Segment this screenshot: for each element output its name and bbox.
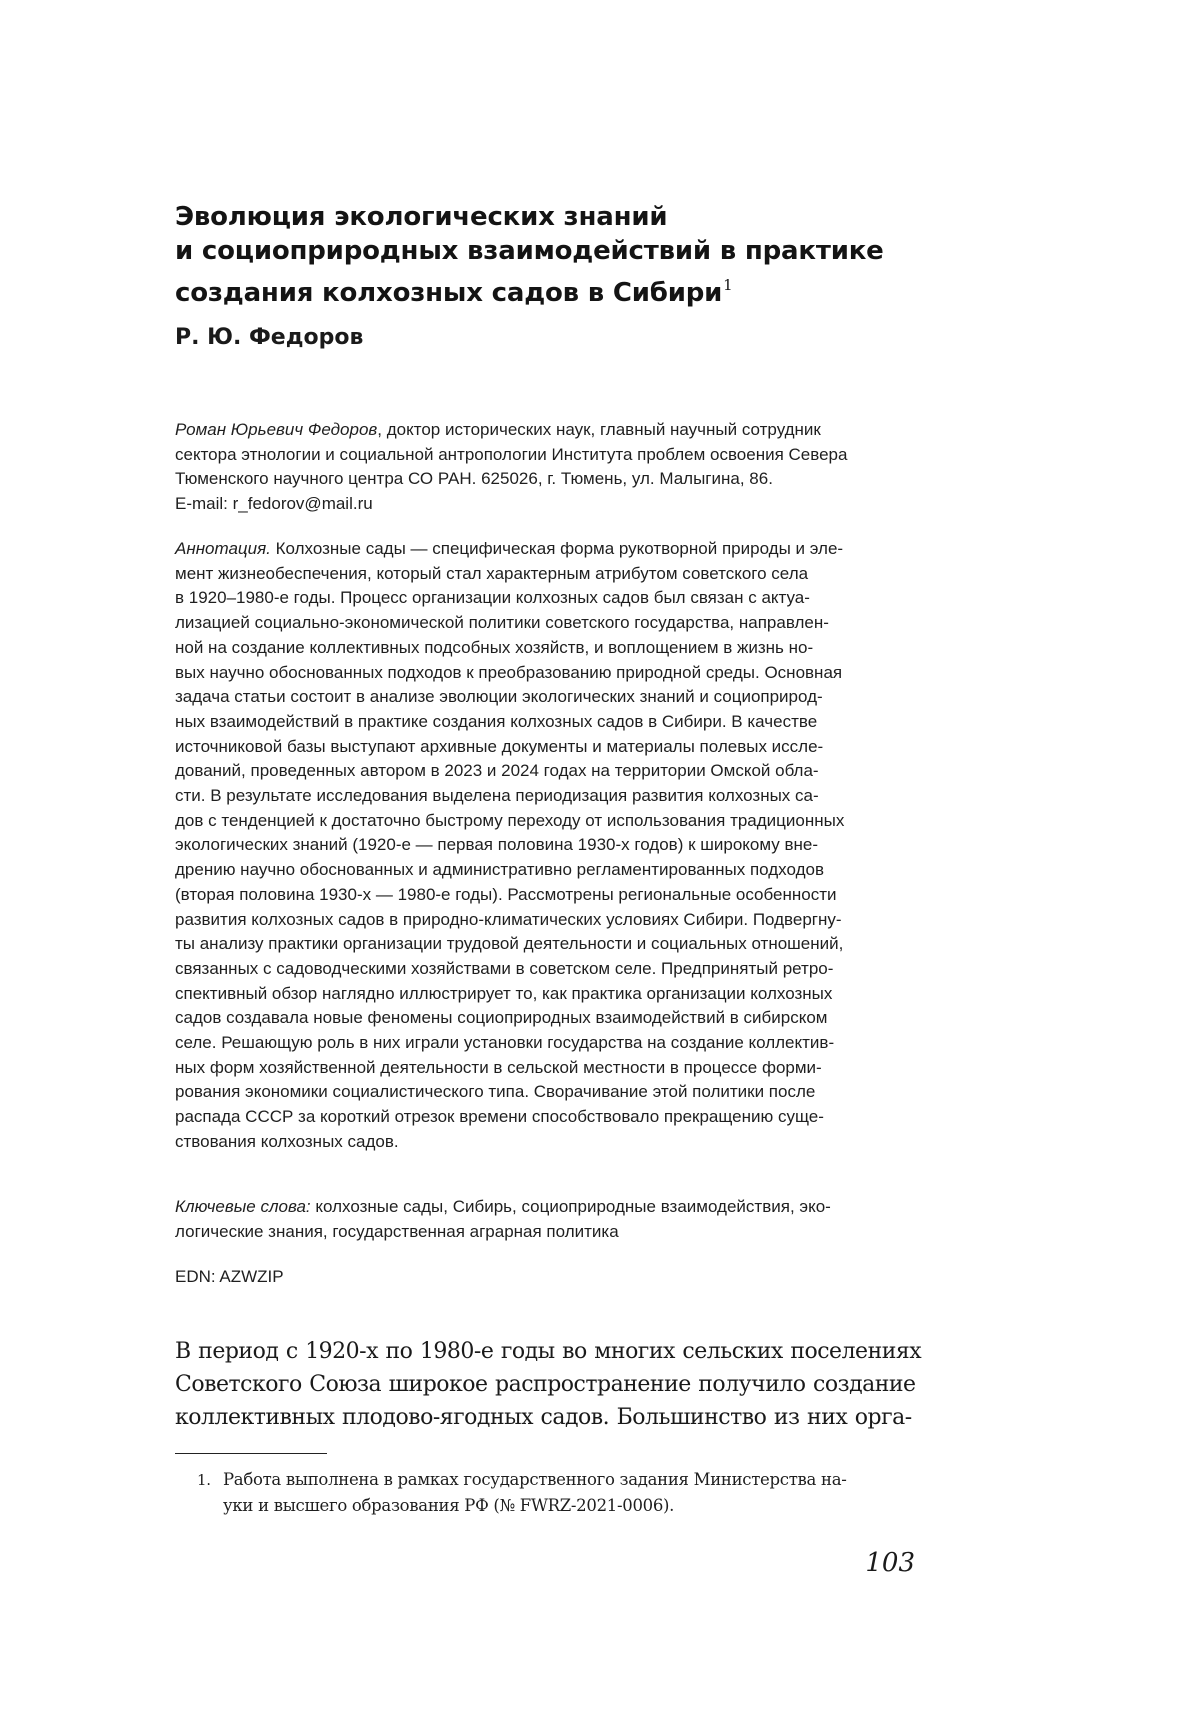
abstract-line: распада СССР за короткий отрезок времени способствовало прекращению суще- — [175, 1105, 955, 1130]
abstract-line: лизацией социально-экономической политики советского государства, направлен- — [175, 611, 955, 636]
abstract-line: спективный обзор наглядно иллюстрирует то, как практика организации колхозных — [175, 982, 955, 1007]
affiliation-line-3: Тюменского научного центра СО РАН. 625026, г. Тюмень, ул. Малыгина, 86. — [175, 467, 955, 492]
abstract-line: ных форм хозяйственной деятельности в сельской местности в процессе форми- — [175, 1056, 955, 1081]
abstract-line: садов создавала новые феномены социоприродных взаимодействий в сибирском — [175, 1006, 955, 1031]
abstract-line: дов с тенденцией к достаточно быстрому переходу от использования традиционных — [175, 809, 955, 834]
page-number: 103 — [865, 1547, 915, 1579]
abstract-line: мент жизнеобеспечения, который стал характерным атрибутом советского села — [175, 562, 955, 587]
footnote-line-2: уки и высшего образования РФ (№ FWRZ-2021-0006). — [223, 1493, 958, 1519]
keywords-label: Ключевые слова: — [175, 1197, 311, 1216]
abstract-line: развития колхозных садов в природно-климатических условиях Сибири. Подвергну- — [175, 908, 955, 933]
body-line: Советского Союза широкое распространение получило создание — [175, 1368, 955, 1401]
footnote — [223, 1467, 958, 1519]
title-footnote-mark[interactable]: 1 — [723, 276, 732, 294]
abstract-line: задача статьи состоит в анализе эволюции экологических знаний и социоприрод- — [175, 685, 955, 710]
abstract-line: рования экономики социалистического типа. Сворачивание этой политики после — [175, 1080, 955, 1105]
abstract-line: сти. В результате исследования выделена периодизация развития колхозных са- — [175, 784, 955, 809]
keywords-first-line-text: колхозные сады, Сибирь, социоприродные взаимодействия, эко- — [311, 1197, 831, 1216]
title-line-3-text: создания колхозных садов в Сибири — [175, 278, 722, 308]
abstract-line: экологических знаний (1920-е — первая половина 1930-х годов) к широкому вне- — [175, 833, 955, 858]
abstract-line: ты анализу практики организации трудовой деятельности и социальных отношений, — [175, 932, 955, 957]
keywords-line-1 — [175, 1195, 955, 1220]
abstract-line: источниковой базы выступают архивные документы и материалы полевых иссле- — [175, 735, 955, 760]
edn-code: EDN: AZWZIP — [175, 1265, 955, 1290]
abstract-line: ной на создание коллективных подсобных хозяйств, и воплощением в жизнь но- — [175, 636, 955, 661]
affiliation-text-1: , доктор исторических наук, главный научный сотрудник — [377, 420, 821, 439]
article-author: Р. Ю. Федоров — [175, 323, 363, 353]
title-line-3 — [175, 268, 955, 310]
title-line-2: и социоприродных взаимодействий в практике — [175, 234, 955, 268]
keywords-line-2: логические знания, государственная аграрная политика — [175, 1220, 955, 1245]
abstract-first-line-text: Колхозные сады — специфическая форма рукотворной природы и эле- — [271, 539, 843, 558]
abstract-label: Аннотация. — [175, 539, 271, 558]
body-line: В период с 1920-х по 1980-е годы во многих сельских поселениях — [175, 1335, 955, 1368]
abstract-line: вых научно обоснованных подходов к преобразованию природной среды. Основная — [175, 661, 955, 686]
abstract-line: ных взаимодействий в практике создания колхозных садов в Сибири. В качестве — [175, 710, 955, 735]
author-affiliation — [175, 418, 955, 517]
abstract-line: дрению научно обоснованных и административно регламентированных подходов — [175, 858, 955, 883]
journal-page — [175, 0, 955, 1710]
abstract-line — [175, 537, 955, 562]
title-line-1: Эволюция экологических знаний — [175, 200, 955, 234]
footnote-number: 1. — [197, 1467, 211, 1493]
affiliation-line-2: сектора этнологии и социальной антропологии Института проблем освоения Севера — [175, 443, 955, 468]
abstract-line: селе. Решающую роль в них играли установки государства на создание коллектив- — [175, 1031, 955, 1056]
abstract-line: в 1920–1980-е годы. Процесс организации колхозных садов был связан с актуа- — [175, 586, 955, 611]
footnote-line-1: Работа выполнена в рамках государственного задания Министерства на- — [223, 1467, 958, 1493]
author-full-name: Роман Юрьевич Федоров — [175, 420, 377, 439]
body-line: коллективных плодово-ягодных садов. Большинство из них орга- — [175, 1401, 955, 1434]
author-email[interactable]: E-mail: r_fedorov@mail.ru — [175, 492, 955, 517]
abstract-line: дований, проведенных автором в 2023 и 2024 годах на территории Омской обла- — [175, 759, 955, 784]
abstract-line: связанных с садоводческими хозяйствами в советском селе. Предпринятый ретро- — [175, 957, 955, 982]
footnote-divider — [175, 1453, 327, 1454]
article-title — [175, 200, 955, 310]
affiliation-line-1 — [175, 418, 955, 443]
body-paragraph — [175, 1335, 955, 1434]
abstract — [175, 537, 955, 1155]
abstract-line: (вторая половина 1930-х — 1980-е годы). Рассмотрены региональные особенности — [175, 883, 955, 908]
keywords — [175, 1195, 955, 1244]
abstract-line: ствования колхозных садов. — [175, 1130, 955, 1155]
